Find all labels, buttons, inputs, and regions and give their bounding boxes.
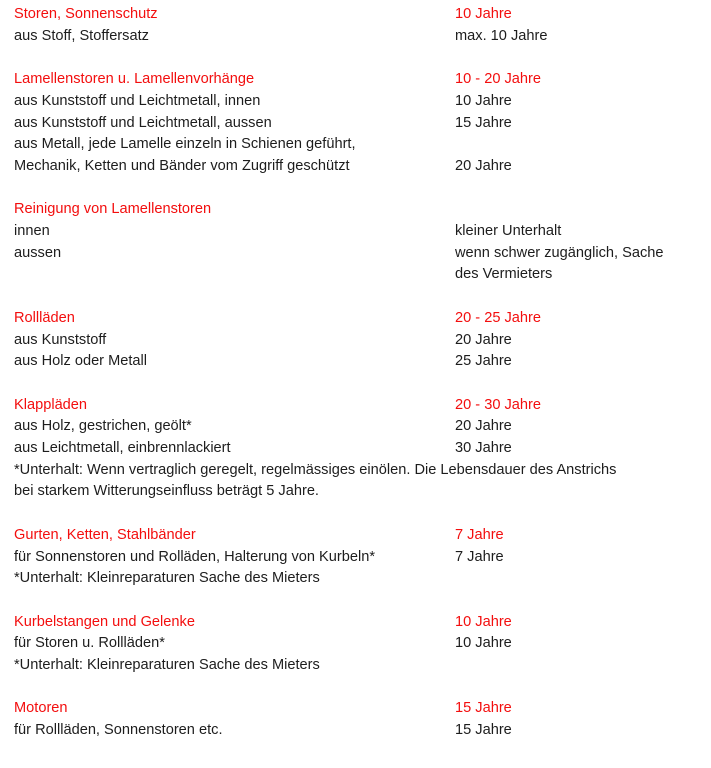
row-label: aus Stoff, Stoffersatz: [14, 27, 149, 44]
section-footnote-line: bei starkem Witterungseinfluss beträgt 5 Jahre.: [14, 483, 319, 500]
row-label: für Sonnenstoren und Rolläden, Halterung von Kurbeln*: [14, 548, 376, 565]
section-heading: Storen, Sonnenschutz: [14, 6, 158, 22]
row-value: 7 Jahre: [455, 548, 504, 565]
section-heading: Kurbelstangen und Gelenke: [14, 613, 195, 630]
table-section: [14, 395, 711, 504]
table-section: [14, 308, 711, 373]
table-section: [14, 199, 711, 286]
section-footnote-line: *Unterhalt: Wenn vertraglich geregelt, regelmässiges einölen. Die Lebensdauer des Anstrichs: [14, 461, 617, 478]
row-label: innen: [14, 223, 50, 239]
section-heading-row: [14, 69, 711, 91]
section-heading-row: [14, 395, 711, 417]
table-row: [14, 156, 711, 178]
row-value: 20 Jahre: [455, 157, 512, 174]
section-heading-value: 20 - 30 Jahre: [455, 396, 541, 413]
row-label: für Rollläden, Sonnenstoren etc.: [14, 722, 223, 739]
section-heading: Klappläden: [14, 396, 88, 413]
row-label: aus Kunststoff und Leichtmetall, aussen: [14, 114, 272, 131]
row-label: aus Kunststoff und Leichtmetall, innen: [14, 92, 261, 109]
row-value: 15 Jahre: [455, 114, 512, 131]
section-heading: Lamellenstoren u. Lamellenvorhänge: [14, 71, 255, 88]
section-heading: Reinigung von Lamellenstoren: [14, 201, 212, 218]
table-row: [14, 134, 711, 156]
table-row: [14, 330, 711, 352]
section-footnote-line: *Unterhalt: Kleinreparaturen Sache des Mieters: [14, 657, 320, 673]
section-heading-row: [14, 308, 711, 330]
table-row: [14, 91, 711, 113]
section-heading-value: 10 Jahre: [455, 613, 512, 630]
table-section: [14, 69, 711, 178]
section-heading: Motoren: [14, 700, 68, 717]
section-heading: Gurten, Ketten, Stahlbänder: [14, 526, 196, 543]
row-label: aussen: [14, 244, 62, 261]
table-row: [14, 416, 711, 438]
table-row: [14, 720, 711, 742]
table-row: [14, 221, 711, 243]
row-value: 15 Jahre: [455, 722, 512, 739]
section-footnote-line: *Unterhalt: Kleinreparaturen Sache des Mieters: [14, 570, 320, 587]
table-row: [14, 547, 711, 569]
row-label: für Storen u. Rollläden*: [14, 635, 165, 652]
table-row: [14, 633, 711, 655]
table-row: [14, 438, 711, 460]
table-section: [14, 698, 711, 741]
row-value: max. 10 Jahre: [455, 27, 548, 44]
table-row: [14, 113, 711, 135]
row-label: aus Leichtmetall, einbrennlackiert: [14, 440, 231, 456]
row-value: 10 Jahre: [455, 635, 512, 652]
row-label: aus Holz oder Metall: [14, 353, 148, 370]
section-heading-value: 7 Jahre: [455, 526, 504, 543]
row-value: wenn schwer zugänglich, Sache des Vermieters: [455, 244, 664, 283]
section-heading-row: [14, 525, 711, 547]
section-heading-value: 20 - 25 Jahre: [455, 309, 541, 326]
section-heading: Rollläden: [14, 309, 75, 326]
table-row: [14, 26, 711, 48]
section-heading-row: [14, 612, 711, 634]
row-label: aus Holz, gestrichen, geölt*: [14, 418, 192, 435]
table-row: [14, 243, 711, 286]
row-value: 20 Jahre: [455, 331, 512, 348]
row-value: kleiner Unterhalt: [455, 223, 562, 239]
row-value: 10 Jahre: [455, 92, 512, 109]
section-heading-row: [14, 199, 711, 221]
row-label: aus Kunststoff: [14, 331, 107, 348]
section-heading-value: 15 Jahre: [455, 700, 512, 717]
table-row: [14, 351, 711, 373]
table-section: [14, 4, 711, 47]
table-section: [14, 525, 711, 590]
row-label: Mechanik, Ketten und Bänder vom Zugriff geschützt: [14, 157, 350, 174]
section-heading-row: [14, 4, 711, 26]
row-value: 20 Jahre: [455, 418, 512, 435]
row-label: aus Metall, jede Lamelle einzeln in Schienen geführt,: [14, 136, 356, 153]
table-section: [14, 612, 711, 677]
section-heading-value: 10 - 20 Jahre: [455, 71, 541, 88]
section-heading-row: [14, 698, 711, 720]
section-heading-value: 10 Jahre: [455, 6, 512, 22]
row-value: 30 Jahre: [455, 440, 512, 456]
row-value: 25 Jahre: [455, 353, 512, 370]
